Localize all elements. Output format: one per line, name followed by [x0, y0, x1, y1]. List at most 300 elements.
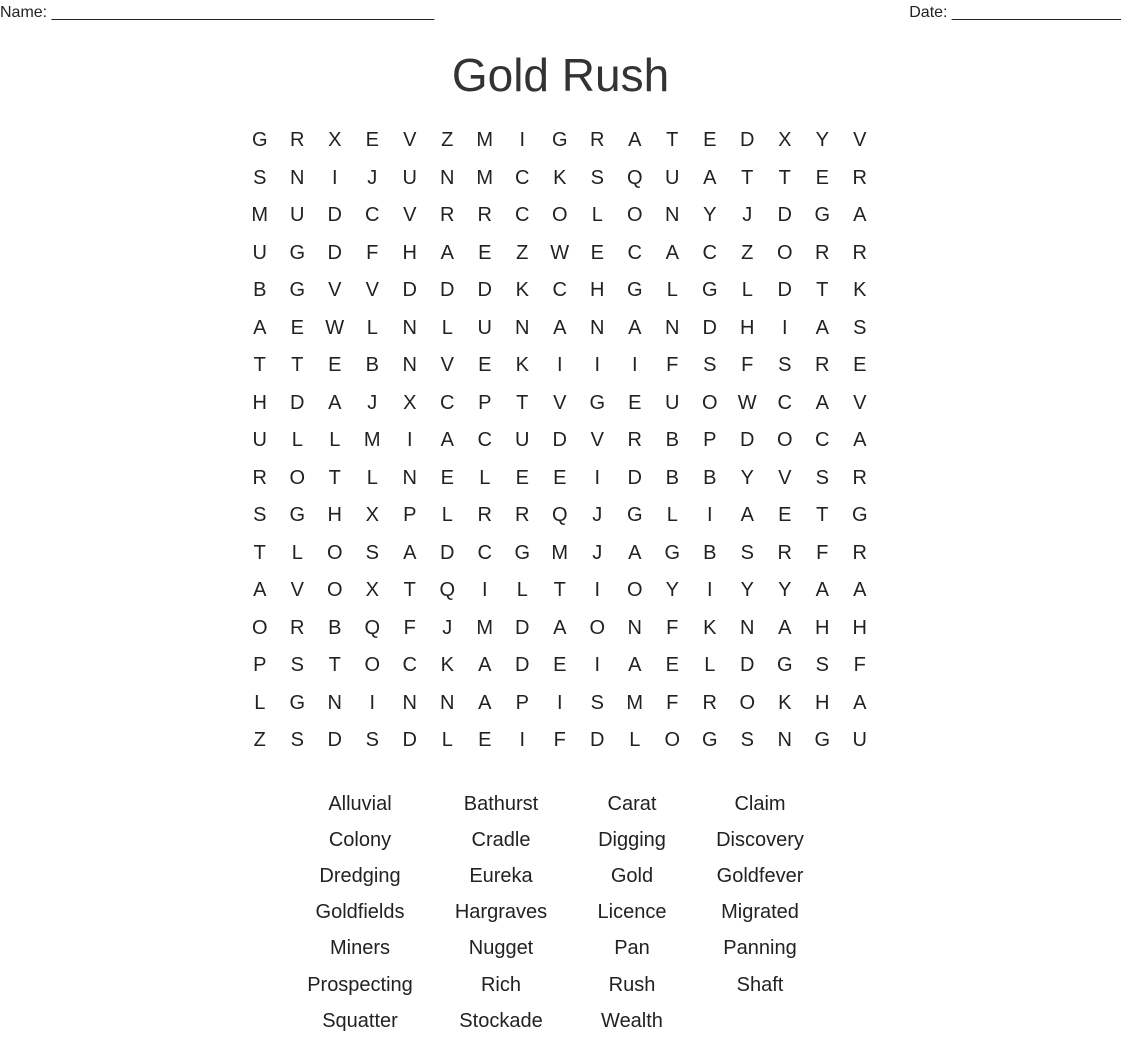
grid-letter: D [702, 316, 717, 339]
grid-letter: M [626, 691, 644, 714]
grid-letter: L [366, 316, 378, 339]
grid-letter: E [628, 391, 642, 414]
grid-letter: L [704, 654, 716, 677]
grid-letter: Y [740, 466, 754, 489]
grid-letter: O [626, 204, 643, 227]
grid-letter: G [289, 504, 306, 527]
grid-letter: H [852, 616, 867, 639]
grid-letter: K [778, 691, 792, 714]
grid-letter: U [852, 729, 867, 752]
grid-letter: D [515, 654, 530, 677]
grid-letter: D [777, 279, 792, 302]
grid-letter: V [590, 429, 604, 452]
grid-letter: A [853, 204, 867, 227]
word-list-item: Gold [610, 864, 654, 887]
grid-letter: T [778, 166, 791, 189]
grid-letter: U [290, 204, 305, 227]
grid-letter: R [852, 466, 867, 489]
grid-letter: R [515, 504, 530, 527]
grid-letter: Y [815, 129, 829, 152]
grid-letter: F [816, 541, 829, 564]
grid-letter: G [664, 541, 681, 564]
word-list-item: Discovery [716, 828, 804, 851]
grid-letter: D [552, 429, 567, 452]
grid-letter: A [478, 691, 492, 714]
grid-letter: N [665, 316, 680, 339]
grid-letter: I [594, 654, 601, 677]
grid-letter: E [590, 241, 604, 264]
grid-letter: V [553, 391, 567, 414]
word-list-item: Hargraves [454, 901, 548, 924]
grid-letter: D [327, 204, 342, 227]
grid-letter: J [367, 391, 378, 414]
grid-letter: S [290, 654, 304, 677]
grid-letter: A [403, 541, 417, 564]
grid-letter: Y [740, 579, 754, 602]
grid-letter: T [553, 579, 566, 602]
grid-letter: Z [741, 241, 754, 264]
grid-letter: A [853, 429, 867, 452]
grid-letter: G [626, 279, 643, 302]
grid-letter: Y [703, 204, 717, 227]
grid-letter: R [290, 129, 305, 152]
word-list-item: Miners [329, 937, 390, 960]
grid-letter: V [290, 579, 304, 602]
grid-letter: P [253, 654, 267, 677]
grid-letter: C [477, 429, 492, 452]
grid-letter: D [290, 391, 305, 414]
grid-letter: T [253, 541, 266, 564]
grid-letter: K [853, 279, 867, 302]
grid-letter: H [590, 279, 605, 302]
grid-letter: E [853, 354, 867, 377]
grid-letter: F [741, 354, 754, 377]
grid-letter: O [364, 654, 381, 677]
grid-letter: S [703, 354, 717, 377]
grid-letter: P [515, 691, 529, 714]
grid-letter: R [477, 204, 492, 227]
grid-letter: R [777, 541, 792, 564]
word-list-item: Goldfever [716, 864, 804, 887]
word-list-item: Colony [328, 828, 392, 851]
grid-letter: I [519, 129, 526, 152]
grid-letter: A [253, 316, 267, 339]
grid-letter: A [553, 616, 567, 639]
grid-letter: E [553, 654, 567, 677]
grid-letter: S [815, 654, 829, 677]
grid-letter: E [815, 166, 829, 189]
grid-letter: A [628, 541, 642, 564]
grid-letter: O [589, 616, 606, 639]
grid-letter: C [477, 541, 492, 564]
grid-letter: B [253, 279, 267, 302]
grid-letter: P [478, 391, 492, 414]
grid-letter: E [553, 466, 567, 489]
grid-letter: U [402, 166, 417, 189]
word-list-item: Panning [723, 937, 797, 960]
word-list-item: Digging [598, 828, 666, 851]
grid-letter: E [328, 354, 342, 377]
grid-letter: O [664, 729, 681, 752]
word-search-grid [241, 122, 879, 760]
word-list-item: Eureka [469, 864, 533, 887]
grid-letter: R [590, 129, 605, 152]
word-list-item: Migrated [721, 901, 799, 924]
grid-letter: C [440, 391, 455, 414]
grid-letter: R [852, 166, 867, 189]
grid-letter: E [478, 354, 492, 377]
grid-letter: C [365, 204, 380, 227]
grid-letter: L [441, 504, 453, 527]
grid-letter: G [851, 504, 868, 527]
grid-letter: T [253, 354, 266, 377]
grid-letter: K [440, 654, 454, 677]
grid-letter: T [328, 466, 341, 489]
grid-letter: G [514, 541, 531, 564]
grid-letter: L [329, 429, 341, 452]
grid-letter: L [516, 579, 528, 602]
grid-letter: I [781, 316, 788, 339]
grid-letter: D [327, 729, 342, 752]
grid-letter: N [777, 729, 792, 752]
grid-letter: Z [516, 241, 529, 264]
grid-letter: W [325, 316, 345, 339]
grid-letter: N [627, 616, 642, 639]
word-list-item: Carat [607, 792, 657, 815]
grid-letter: V [853, 129, 867, 152]
grid-letter: O [626, 579, 643, 602]
grid-letter: T [816, 504, 829, 527]
grid-letter: F [666, 691, 679, 714]
grid-letter: F [553, 729, 566, 752]
grid-letter: O [289, 466, 306, 489]
word-list-item: Stockade [459, 1009, 543, 1032]
grid-letter: T [666, 129, 679, 152]
grid-letter: O [739, 691, 756, 714]
grid-letter: C [515, 166, 530, 189]
grid-letter: V [365, 279, 379, 302]
grid-letter: O [251, 616, 268, 639]
grid-letter: G [289, 241, 306, 264]
grid-letter: K [703, 616, 717, 639]
grid-letter: E [665, 654, 679, 677]
grid-letter: A [853, 579, 867, 602]
grid-letter: F [853, 654, 866, 677]
grid-letter: U [665, 391, 680, 414]
word-list-item: Pan [614, 937, 650, 960]
word-list-item: Claim [734, 792, 786, 815]
grid-letter: B [703, 466, 717, 489]
grid-letter: R [815, 354, 830, 377]
grid-letter: G [814, 729, 831, 752]
grid-letter: C [402, 654, 417, 677]
grid-letter: I [631, 354, 638, 377]
grid-letter: L [291, 541, 303, 564]
grid-letter: R [290, 616, 305, 639]
grid-letter: N [740, 616, 755, 639]
grid-letter: R [477, 504, 492, 527]
word-list-item: Shaft [736, 973, 784, 996]
grid-letter: A [703, 166, 717, 189]
grid-letter: E [478, 241, 492, 264]
grid-letter: G [289, 279, 306, 302]
word-list-item: Rush [608, 973, 656, 996]
grid-letter: I [706, 579, 713, 602]
grid-letter: A [665, 241, 679, 264]
grid-letter: R [852, 541, 867, 564]
grid-letter: H [815, 616, 830, 639]
grid-letter: Y [778, 579, 792, 602]
grid-letter: G [701, 729, 718, 752]
grid-letter: S [740, 541, 754, 564]
grid-letter: I [406, 429, 413, 452]
grid-letter: L [479, 466, 491, 489]
grid-letter: O [551, 204, 568, 227]
grid-letter: F [666, 616, 679, 639]
grid-letter: U [252, 429, 267, 452]
grid-letter: F [666, 354, 679, 377]
grid-letter: A [253, 579, 267, 602]
grid-letter: H [327, 504, 342, 527]
grid-letter: S [290, 729, 304, 752]
word-list-item: Dredging [319, 864, 401, 887]
grid-letter: E [515, 466, 529, 489]
grid-letter: A [478, 654, 492, 677]
grid-letter: N [327, 691, 342, 714]
grid-letter: L [254, 691, 266, 714]
grid-letter: D [440, 541, 455, 564]
grid-letter: W [737, 391, 757, 414]
grid-letter: A [628, 654, 642, 677]
grid-letter: Q [364, 616, 381, 639]
word-list-item: Bathurst [463, 792, 539, 815]
grid-letter: Q [551, 504, 568, 527]
grid-letter: F [403, 616, 416, 639]
grid-letter: A [628, 316, 642, 339]
grid-letter: A [815, 391, 829, 414]
grid-letter: D [740, 654, 755, 677]
grid-letter: I [556, 691, 563, 714]
grid-letter: S [253, 504, 267, 527]
grid-letter: U [515, 429, 530, 452]
grid-letter: M [551, 541, 569, 564]
grid-letter: L [291, 429, 303, 452]
grid-letter: S [590, 166, 604, 189]
grid-letter: B [328, 616, 342, 639]
grid-letter: X [365, 504, 379, 527]
grid-letter: M [476, 166, 494, 189]
grid-letter: L [666, 504, 678, 527]
grid-letter: B [365, 354, 379, 377]
grid-letter: A [853, 691, 867, 714]
grid-letter: E [365, 129, 379, 152]
grid-letter: A [328, 391, 342, 414]
grid-letter: R [440, 204, 455, 227]
grid-letter: G [551, 129, 568, 152]
grid-letter: D [740, 429, 755, 452]
grid-letter: Z [253, 729, 266, 752]
grid-letter: I [706, 504, 713, 527]
grid-letter: N [402, 466, 417, 489]
grid-letter: L [366, 466, 378, 489]
grid-letter: G [626, 504, 643, 527]
grid-letter: K [515, 354, 529, 377]
grid-letter: M [251, 204, 269, 227]
grid-letter: N [402, 316, 417, 339]
grid-letter: E [440, 466, 454, 489]
grid-letter: T [328, 654, 341, 677]
grid-letter: D [402, 279, 417, 302]
grid-letter: D [590, 729, 605, 752]
grid-letter: A [553, 316, 567, 339]
grid-letter: S [853, 316, 867, 339]
grid-letter: C [627, 241, 642, 264]
grid-letter: D [440, 279, 455, 302]
grid-letter: J [592, 541, 603, 564]
grid-letter: H [740, 316, 755, 339]
grid-letter: G [289, 691, 306, 714]
grid-letter: G [251, 129, 268, 152]
grid-letter: I [594, 466, 601, 489]
grid-letter: G [589, 391, 606, 414]
word-list-item: Cradle [471, 828, 531, 851]
grid-letter: M [363, 429, 381, 452]
grid-letter: N [440, 691, 455, 714]
grid-letter: N [440, 166, 455, 189]
grid-letter: M [476, 616, 494, 639]
grid-letter: S [778, 354, 792, 377]
name-field-label: Name: ___________________________________________ [0, 4, 435, 21]
grid-letter: T [741, 166, 754, 189]
word-list [295, 786, 833, 1039]
grid-letter: K [515, 279, 529, 302]
grid-letter: C [815, 429, 830, 452]
grid-letter: V [440, 354, 454, 377]
word-list-item: Licence [597, 901, 667, 924]
grid-letter: E [290, 316, 304, 339]
grid-letter: D [740, 129, 755, 152]
grid-letter: A [440, 241, 454, 264]
grid-letter: W [550, 241, 570, 264]
grid-letter: S [365, 541, 379, 564]
grid-letter: F [366, 241, 379, 264]
grid-letter: V [853, 391, 867, 414]
grid-letter: P [703, 429, 717, 452]
grid-letter: I [556, 354, 563, 377]
grid-letter: L [666, 279, 678, 302]
grid-letter: L [441, 316, 453, 339]
grid-letter: N [402, 691, 417, 714]
grid-letter: A [815, 579, 829, 602]
grid-letter: O [776, 241, 793, 264]
grid-letter: T [516, 391, 529, 414]
grid-letter: I [519, 729, 526, 752]
grid-letter: N [665, 204, 680, 227]
grid-letter: S [365, 729, 379, 752]
grid-letter: Z [441, 129, 454, 152]
grid-letter: U [477, 316, 492, 339]
grid-letter: D [515, 616, 530, 639]
grid-letter: R [815, 241, 830, 264]
grid-letter: Q [626, 166, 643, 189]
grid-letter: S [253, 166, 267, 189]
grid-letter: N [590, 316, 605, 339]
grid-letter: N [290, 166, 305, 189]
grid-letter: L [591, 204, 603, 227]
grid-letter: H [252, 391, 267, 414]
word-list-item: Wealth [601, 1009, 663, 1032]
grid-letter: R [852, 241, 867, 264]
grid-letter: V [403, 129, 417, 152]
grid-letter: I [331, 166, 338, 189]
grid-letter: C [777, 391, 792, 414]
grid-letter: M [476, 129, 494, 152]
grid-letter: A [815, 316, 829, 339]
grid-letter: U [252, 241, 267, 264]
grid-letter: D [327, 241, 342, 264]
grid-letter: X [778, 129, 792, 152]
grid-letter: D [402, 729, 417, 752]
grid-letter: S [815, 466, 829, 489]
grid-letter: G [776, 654, 793, 677]
grid-letter: I [594, 354, 601, 377]
grid-letter: T [291, 354, 304, 377]
page-title: Gold Rush [451, 49, 670, 101]
grid-letter: A [778, 616, 792, 639]
grid-letter: C [552, 279, 567, 302]
grid-letter: O [326, 579, 343, 602]
grid-letter: J [442, 616, 453, 639]
grid-letter: V [328, 279, 342, 302]
word-list-item: Prospecting [307, 973, 413, 996]
grid-letter: J [742, 204, 753, 227]
grid-letter: O [701, 391, 718, 414]
grid-letter: J [592, 504, 603, 527]
grid-letter: S [590, 691, 604, 714]
grid-letter: L [441, 729, 453, 752]
grid-letter: A [740, 504, 754, 527]
grid-letter: E [478, 729, 492, 752]
grid-letter: D [477, 279, 492, 302]
grid-letter: A [628, 129, 642, 152]
grid-letter: P [403, 504, 417, 527]
grid-letter: X [365, 579, 379, 602]
grid-letter: D [777, 204, 792, 227]
grid-letter: C [515, 204, 530, 227]
grid-letter: A [440, 429, 454, 452]
grid-letter: T [403, 579, 416, 602]
grid-letter: N [402, 354, 417, 377]
grid-letter: D [627, 466, 642, 489]
grid-letter: X [403, 391, 417, 414]
grid-letter: B [703, 541, 717, 564]
grid-letter: O [326, 541, 343, 564]
grid-letter: B [665, 466, 679, 489]
grid-letter: G [701, 279, 718, 302]
grid-letter: I [369, 691, 376, 714]
grid-letter: U [665, 166, 680, 189]
word-list-item: Alluvial [328, 792, 392, 815]
grid-letter: R [252, 466, 267, 489]
grid-letter: R [702, 691, 717, 714]
date-field-label: Date: ___________________ [909, 4, 1121, 21]
grid-letter: N [515, 316, 530, 339]
grid-letter: L [741, 279, 753, 302]
grid-letter: S [740, 729, 754, 752]
grid-letter: I [594, 579, 601, 602]
grid-letter: C [702, 241, 717, 264]
word-list-item: Rich [480, 973, 521, 996]
